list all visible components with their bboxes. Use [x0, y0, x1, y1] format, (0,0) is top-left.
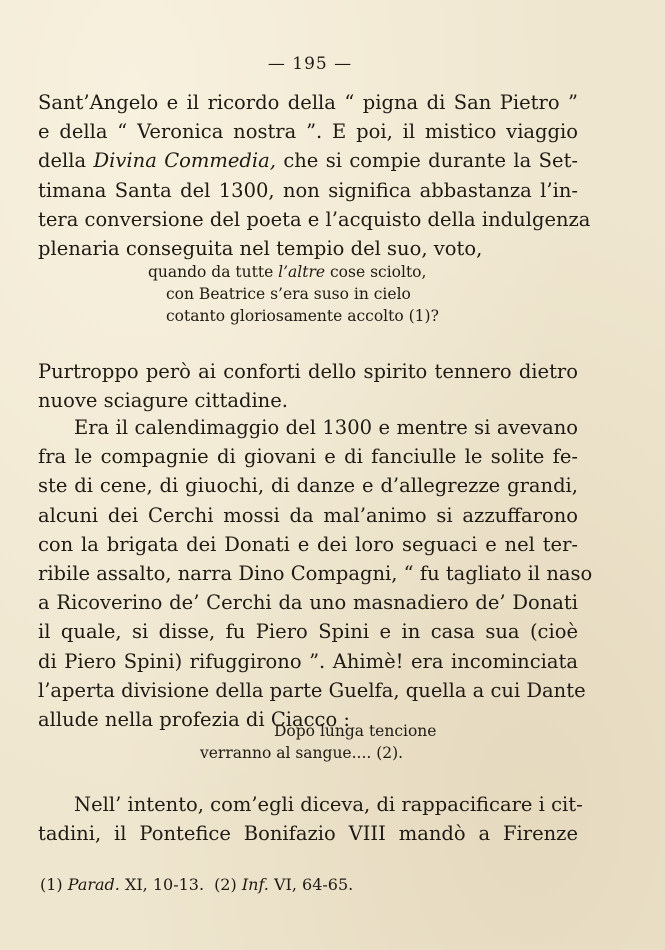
- verse-line: cotanto gloriosamente accolto (1)?: [166, 307, 439, 325]
- footnote-work: Parad.: [67, 875, 120, 894]
- text-line: timana Santa del 1300, non significa abbastanza l’in-: [38, 178, 578, 202]
- text-line: [38, 146, 578, 175]
- text-segment: quando da tutte: [148, 263, 279, 281]
- verse-line: Dopo lunga tencione: [274, 722, 437, 740]
- text-line: con la brigata dei Donati e dei loro seguaci e nel ter-: [38, 532, 578, 556]
- text-line: tadini, il Pontefice Bonifazio VIII mandò a Firenze: [38, 822, 578, 846]
- text-line: allude nella profezia di Ciacco :: [38, 708, 350, 732]
- footnote-work: Inf.: [241, 875, 269, 894]
- text-line: ste di cene, di giuochi, di danze e d’allegrezze grandi,: [38, 474, 578, 498]
- text-segment: della: [38, 149, 94, 173]
- text-line: plenaria conseguita nel tempio del suo, voto,: [38, 237, 483, 261]
- text-line: Purtroppo però ai conforti dello spirito tennero dietro: [38, 360, 578, 383]
- italic-word: l’altre: [278, 263, 326, 281]
- text-line: ribile assalto, narra Dino Compagni, “ fu tagliato il naso: [38, 562, 593, 586]
- text-line: di Piero Spini) rifuggirono ”. Ahimè! era incominciata: [38, 649, 578, 673]
- text-line: nuove sciagure cittadine.: [38, 389, 288, 413]
- footnote-number: (1): [40, 875, 63, 894]
- paragraph-2: [38, 357, 578, 415]
- text-line: il quale, si disse, fu Piero Spini e in casa sua (cioè: [38, 620, 578, 644]
- italic-title: Divina Commedia,: [93, 149, 276, 173]
- footnote-number: (2): [214, 875, 237, 894]
- footnote-1: [40, 875, 204, 894]
- text-line: alcuni dei Cerchi mossi da mal’animo si azzuffarono: [38, 503, 578, 527]
- verse-line: con Beatrice s’era suso in cielo: [166, 285, 411, 303]
- text-line: fra le compagnie di giovani e di fanciulle le solite fe-: [38, 445, 578, 469]
- footnote-reference: XI, 10-13.: [124, 875, 205, 894]
- text-segment: che si compie durante la Set-: [275, 149, 579, 173]
- footnote-reference: VI, 64-65.: [273, 875, 354, 894]
- verse-quote-2: [200, 720, 436, 764]
- verse-quote-1: [148, 261, 439, 327]
- verse-line: [148, 261, 439, 283]
- paragraph-3: [38, 413, 593, 734]
- page-number: — 195 —: [267, 54, 353, 74]
- text-line: e della “ Veronica nostra ”. E poi, il mistico viaggio: [38, 120, 578, 144]
- text-line: a Ricoverino de’ Cerchi da uno masnadiero de’ Donati: [38, 591, 578, 615]
- paragraph-4: [38, 790, 583, 848]
- text-line: Sant’Angelo e il ricordo della “ pigna di San Pietro ”: [38, 91, 578, 114]
- verse-line: verranno al sangue.... (2).: [200, 744, 404, 762]
- paragraph-1: [38, 88, 591, 263]
- footnotes: [40, 875, 353, 894]
- text-line: Nell’ intento, com’egli diceva, di rappacificare i cit-: [74, 793, 583, 816]
- text-line: tera conversione del poeta e l’acquisto della indulgenza: [38, 207, 591, 231]
- text-segment: cose sciolto,: [325, 263, 427, 281]
- text-line: Era il calendimaggio del 1300 e mentre si avevano: [74, 416, 578, 439]
- text-line: l’aperta divisione della parte Guelfa, quella a cui Dante: [38, 678, 586, 702]
- footnote-2: [214, 875, 353, 894]
